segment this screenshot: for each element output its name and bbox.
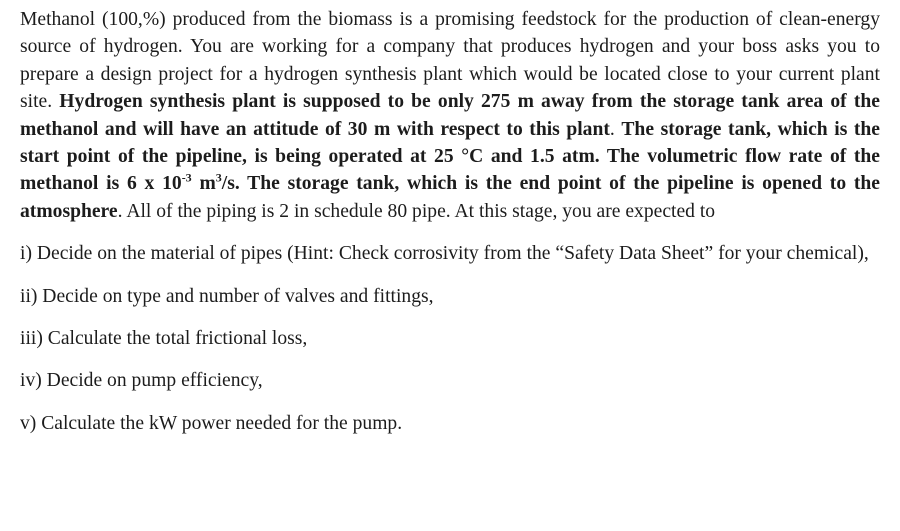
intro-bold-conditions-b: m xyxy=(191,173,216,195)
intro-bold-conditions-a: The storage tank, which is the start point of the pipeline, is being operated at 25 °C and 1.5 atm. The volumetric flow rate of the methanol is 6 x 10 xyxy=(20,118,880,195)
task-item-material: i) Decide on the material of pipes (Hint: Check corrosivity from the “Safety Data Sheet” for your chemical), xyxy=(20,243,869,265)
task-item-efficiency: iv) Decide on pump efficiency, xyxy=(20,370,263,392)
task-item-power: v) Calculate the kW power needed for the pump. xyxy=(20,412,403,434)
exponent-minus-3: -3 xyxy=(181,170,192,185)
intro-text-2: . xyxy=(609,118,622,140)
intro-text-1: Methanol (100,%) produced from the biomass is a promising feedstock for the production of clean-energy source of hydrogen. You are working for a company that produces hydrogen and your boss asks you to prepare a design project for a hydrogen synthesis plant which would be located close to your current plant site. xyxy=(20,9,880,113)
intro-bold-conditions-c: /s. The storage tank, which is the end point of the pipeline is opened to the atmosphere xyxy=(20,173,880,222)
task-item-friction: iii) Calculate the total frictional loss, xyxy=(20,328,308,350)
problem-statement xyxy=(20,6,880,225)
exponent-3: 3 xyxy=(215,170,222,185)
task-item-valves: ii) Decide on type and number of valves and fittings, xyxy=(20,285,434,307)
intro-bold-location: Hydrogen synthesis plant is supposed to be only 275 m away from the storage tank area of the methanol and will have an attitude of 30 m with respect to this plant xyxy=(20,91,880,140)
task-list xyxy=(20,240,880,437)
intro-text-3: . All of the piping is 2 in schedule 80 pipe. At this stage, you are expected to xyxy=(117,200,716,222)
